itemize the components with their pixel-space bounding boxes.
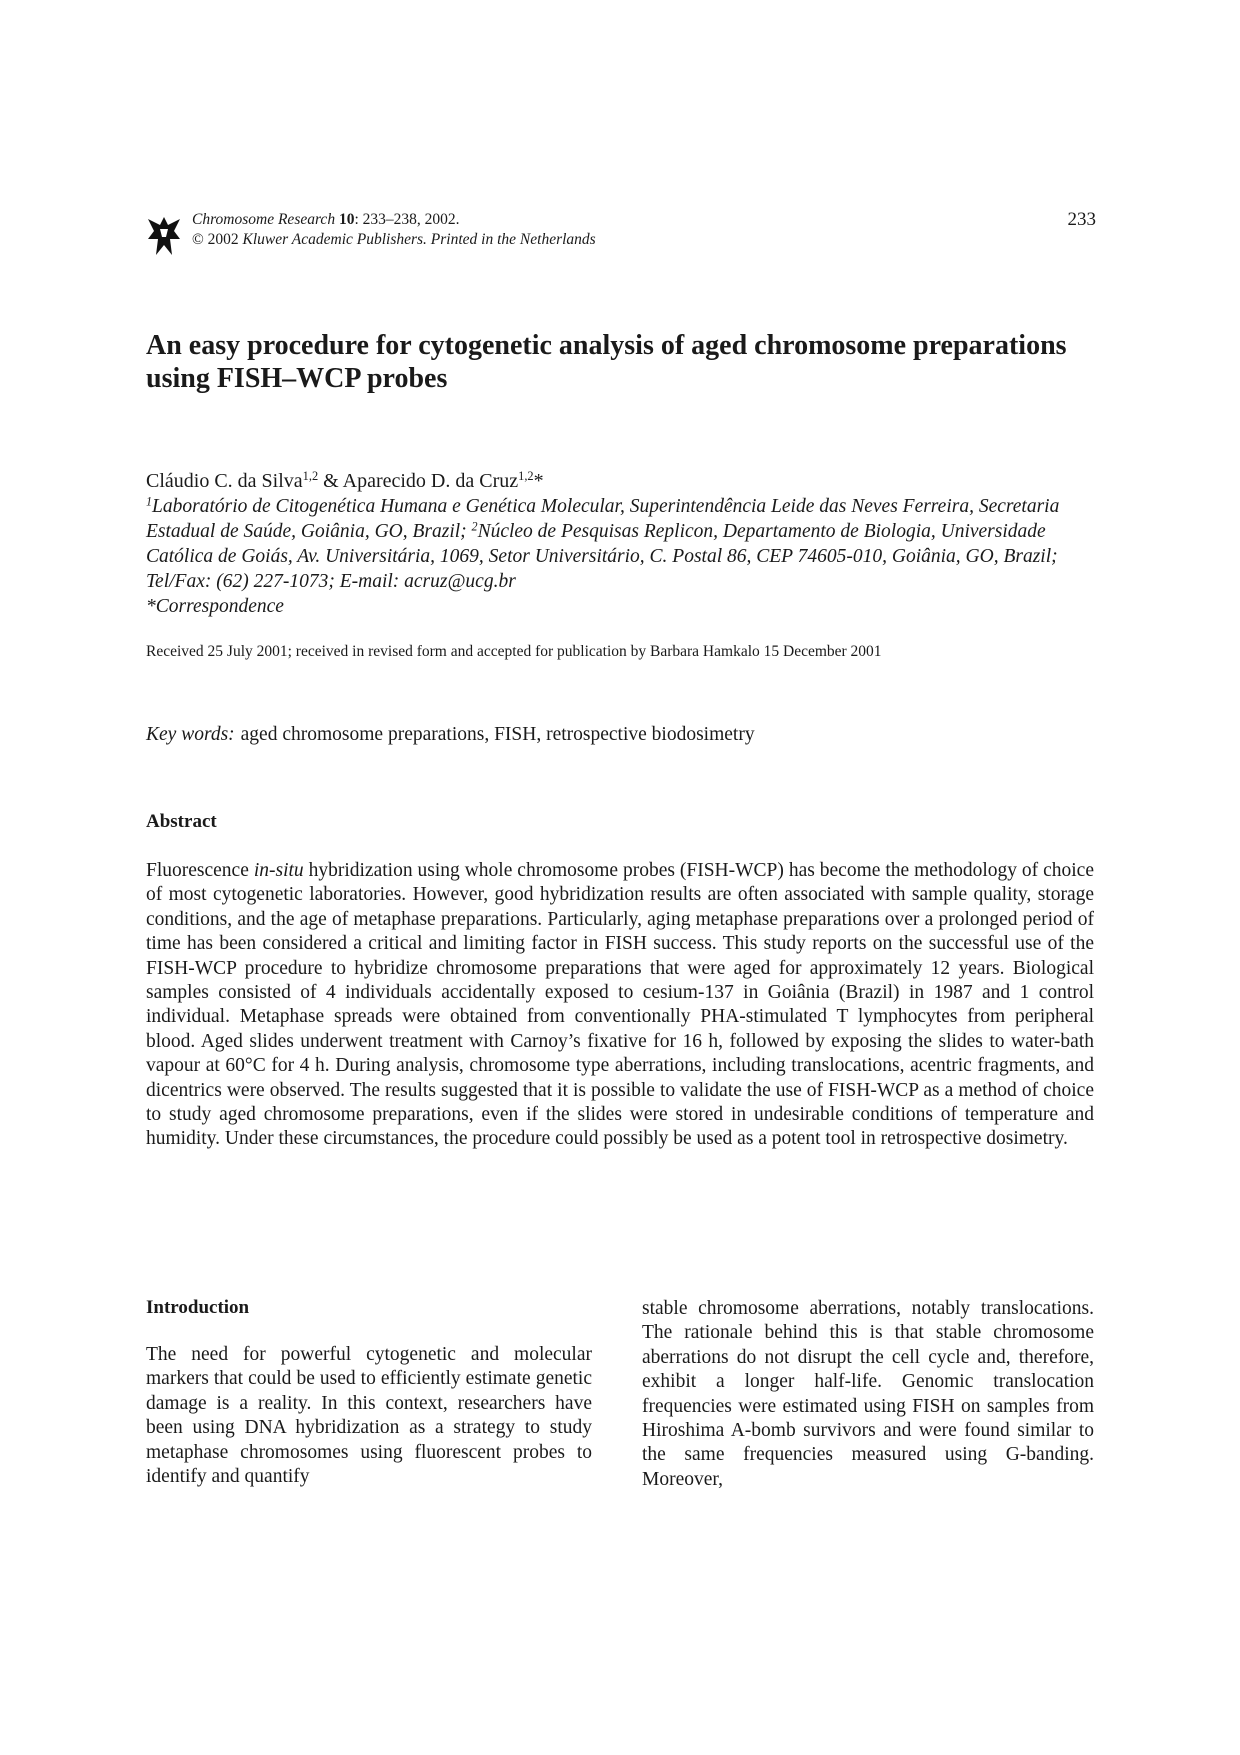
correspondence-note: *Correspondence xyxy=(146,596,284,617)
abstract-heading: Abstract xyxy=(146,811,217,832)
abstract-body xyxy=(146,859,1094,1152)
copyright-text: Kluwer Academic Publishers. Printed in the Netherlands xyxy=(242,231,596,248)
affiliations xyxy=(146,494,1096,619)
journal-name: Chromosome Research xyxy=(192,211,336,228)
copyright-symbol: © xyxy=(192,231,204,248)
author-1-name: Cláudio C. da Silva xyxy=(146,470,303,492)
affiliation-1: Laboratório de Citogenética Humana e Genética Molecular, Superintendência Leide das Neves Ferreira, Secretaria Estadual de Saúde, Goiânia, GO, Brazil; xyxy=(146,496,1060,542)
keywords-text: aged chromosome preparations, FISH, retrospective biodosimetry xyxy=(240,724,755,745)
affiliation-1-sup: 1 xyxy=(146,494,153,509)
author-2-name: Aparecido D. da Cruz xyxy=(342,470,519,492)
article-title: An easy procedure for cytogenetic analysis of aged chromosome preparations using FISH–WCP probes xyxy=(146,330,1067,394)
correspondence-mark: * xyxy=(533,470,544,492)
copyright-year: 2002 xyxy=(207,231,239,248)
introduction-heading: Introduction xyxy=(146,1297,250,1318)
affiliation-2-sup: 2 xyxy=(471,519,478,534)
abstract-text-rest: hybridization using whole chromosome probes (FISH-WCP) has become the methodology of choice of most cytogenetic laboratories. However, good hybridization results are often associated with sample quality, storage conditions, and the age of metaphase preparations. Particularly, aging metaphase preparations over a prolonged period of time has been considered a critical and limiting factor in FISH success. This study reports on the successful use of the FISH-WCP procedure to hybridize chromosome preparations that were aged for approximately 12 years. Biological samples consisted of 4 individuals accidentally exposed to cesium-137 in Goiânia (Brazil) in 1987 and 1 control individual. Metaphase spreads were obtained from conventionally PHA-stimulated T lymphocytes from peripheral blood. Aged slides underwent treatment with Carnoy’s fixative for 16 h, followed by exposing the slides to water-bath vapour at 60°C for 4 h. During analysis, chromosome type aberrations, including translocations, acentric fragments, and dicentrics were observed. The results suggested that it is possible to validate the use of FISH-WCP as a method of choice to study aged chromosome preparations, even if the slides were stored in undesirable conditions of temperature and humidity. Under these circumstances, the procedure could possibly be used as a potent tool in retrospective dosimetry. xyxy=(146,860,1094,1150)
journal-volume: 10 xyxy=(338,211,355,228)
keywords xyxy=(146,724,755,746)
introduction-right-column: stable chromosome aberrations, notably translocations. The rationale behind this is that stable chromosome aberrations do not disrupt the cell cycle and, therefore, exhibit a longer half-life. Genomic translocation frequencies were estimated using FISH on samples from Hiroshima A-bomb survivors and were found similar to the same frequencies measured using G-banding. Moreover, xyxy=(642,1298,1094,1490)
author-2-affil-sup: 1,2 xyxy=(518,469,534,484)
copyright-line xyxy=(192,230,596,250)
running-header xyxy=(192,210,596,250)
abstract-italic-term: in-situ xyxy=(253,860,304,881)
abstract-text-start: Fluorescence xyxy=(146,860,254,881)
page-number: 233 xyxy=(1067,209,1096,230)
journal-citation xyxy=(192,210,596,230)
author-line xyxy=(146,468,544,494)
publisher-logo-icon xyxy=(146,213,182,259)
author-1-affil-sup: 1,2 xyxy=(302,469,319,484)
introduction-left-column: The need for powerful cytogenetic and molecular markers that could be used to efficiently estimate genetic damage is a reality. In this context, researchers have been using DNA hybridization as a strategy to study metaphase chromosomes using fluorescent probes to identify and quantify xyxy=(146,1344,592,1488)
author-separator: & xyxy=(318,470,343,492)
journal-pages-year: : 233–238, 2002. xyxy=(354,211,460,228)
keywords-label: Key words: xyxy=(146,724,235,745)
affiliation-text xyxy=(146,494,1096,594)
affiliation-2: Núcleo de Pesquisas Replicon, Departamento de Biologia, Universidade Católica de Goiás, Av. Universitária, 1069, Setor Universitário, C. Postal 86, CEP 74605-010, Goiânia, GO, Brazil; Tel/Fax: (62) 227-1073; E-mail: acruz@ucg.br xyxy=(146,521,1058,592)
received-dates: Received 25 July 2001; received in revised form and accepted for publication by Barbara Hamkalo 15 December 2001 xyxy=(146,643,882,660)
